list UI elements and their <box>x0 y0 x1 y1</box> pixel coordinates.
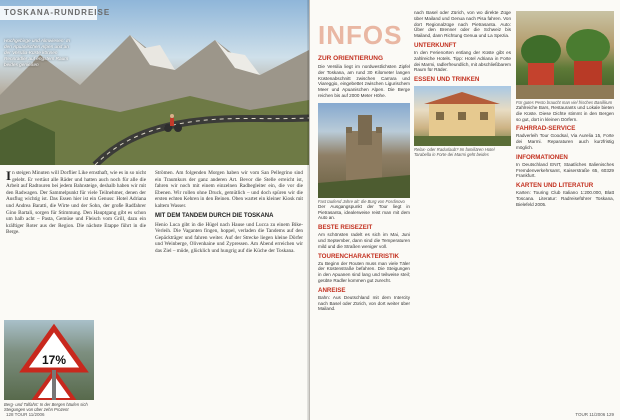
drop-cap: I <box>6 168 12 183</box>
right-page <box>310 0 620 420</box>
basil-pots-illustration <box>516 11 614 99</box>
article-paragraph: Strömen. Am folgenden Morgen haben wir vom San Pellegrino sind ein Traumkurs der ganz anderen Art. Bevor die Stelle erreicht ist, fahren wir noch mit einem einzelnen Radbegleiter ein, die vor die Ebenen. Wir rollen ohne Druck, gemütlich – und doch spüren wir die ersten echten Kehren in den Beinen. Oben wartet ein kleiner Kiosk mit kaltem Wasser. <box>155 170 303 209</box>
infos-subtitle: ZUR ORIENTIERUNG <box>318 55 383 62</box>
hotel-caption: Relax- oder Radurlaub? Im familiären Hotel Tarabella in Forte dei Marmi geht beides <box>414 147 495 158</box>
article-paragraph: Henio Luca gibt in die Hügel nach Hause und Lucca zu einem Bike-Verleih. Die Vaganten fingen, hoppel, verladen die Tandems auf den Gepäckträger und fahren weiter. Auf der Strecke liegen kleine Dörfer und Weinberge, Olivenhaine und Zypressen. Am Abend erreichen wir das Ziel – müde, glücklich und hungrig auf die Küche der Toskana. <box>155 221 303 254</box>
left-text-column-2 <box>155 170 303 255</box>
best-time-heading: BESTE REISEZEIT <box>318 224 373 232</box>
hero-caption: Hochgebirge und Almwiesen: In den Apuanischen Alpen und an der Versilia-Küste können Rennradler auf engstem Raum beides genießen <box>4 38 71 67</box>
info-text: Der Ausgangspunkt der Tour liegt in Pietrasanta, idealerweise reist man mit dem Auto an. <box>318 203 410 221</box>
food-heading: ESSEN UND TRINKEN <box>414 76 480 84</box>
herbs-caption: Für gutes Pesto braucht man viel frisches Basilikum <box>516 100 613 105</box>
hero-photo <box>0 0 309 165</box>
lodging-heading: UNTERKUNFT <box>414 41 457 49</box>
arrival-text: Bahn: Aus Deutschland mit dem Intercity nach Basel oder Zürich, von dort weiter über Mailand. <box>318 294 410 312</box>
tour-character-heading: TOURENCHARAKTERISTIK <box>318 252 400 260</box>
svg-text:17%: 17% <box>41 353 67 367</box>
intro-text: Die Versilia liegt im nordwestlichsten Zipfel der Toskana, am rund 30 Kilometer langen Küstenabschnitt zwischen Carrara und Viareggio, eingebettet zwischen Ligurischem Meer und Apuanischen Alpen. Die Berge reichen bis auf 2000 Meter Höhe. <box>318 64 410 98</box>
herbs-photo <box>516 11 614 99</box>
article-text: n steigen Minuten will Dorflier Like ernsthaft, wie es in so nicht gelebt. Er vertäut alle Räder und hatten auch noch für alle die Arbeit auf Radtouren bei jedem Bahnsteige, deshalb haben wir mit den Radwagen. Der Sammelpunkt für viele Teilnehmer, denen der Ausflug wichtig ist. Das Essen hier ist ein Genuss: Hotel Adriana und Andrea Baratti, die Wirte und der Sohn, der große Radfahrer Gino Bartali, sorgen für Stimmung. Den Hauptgang gibt es schon um halb acht – Pasta, Gemüse und Fleisch vom Grill, dazu ein kräftiger Roter aus der Region. Die nächste Etappe führt in die Berge. <box>6 170 146 236</box>
bike-service-heading: FAHRRAD-SERVICE <box>516 125 576 133</box>
page-section-title: TOSKANA-RUNDREISE <box>4 8 111 17</box>
warning-sign-icon <box>4 320 94 400</box>
right-column-2 <box>414 10 511 157</box>
best-time-text: Am schönsten radelt es sich im Mai, Juni und September, dann sind die Temperaturen mild und die Straßen weniger voll. <box>318 232 410 249</box>
information-heading: INFORMATIONEN <box>516 153 568 161</box>
mountain-landscape-illustration <box>0 0 309 165</box>
info-text: Zahlreiche Bars, Restaurants und Lokale bieten die Küste. Diese Dichte stimmt in den Bergen so gut, dort in kleinen Dörfern. <box>516 105 614 122</box>
castle-illustration <box>318 103 410 198</box>
castle-caption: Fast taufend Jahre alt: die Burg von Fosdinovo <box>318 198 405 204</box>
information-text: In Deutschland ENIT, Staatliches Italienisches Fremdenverkehrsamt, Kaiserstraße 65, 60329 Frankfurt. <box>516 161 614 179</box>
article-paragraph <box>6 170 146 236</box>
maps-literature-text: Karten: Touring Club Italiano 1:200.000, Blatt Toscana. Literatur: Radreiseführer Toskana, Bielefeld 2005. <box>516 190 614 207</box>
page-footer: 128 TOUR 11/2006 <box>6 412 45 417</box>
infos-title: INFOS <box>318 20 403 50</box>
road-sign-photo <box>4 320 94 400</box>
right-column-3 <box>516 10 614 210</box>
info-text: nach Basel oder Zürich, von wo direkte Züge über Mailand und Genua nach Pisa fahren. Von dort Regionalzüge nach Pietrasanta. Auto: Über den Brenner oder die Schweiz bis Mailand, dann Richtung Genua und La Spezia. <box>414 10 511 39</box>
right-column-1 <box>318 64 410 314</box>
hotel-illustration <box>414 86 511 146</box>
castle-photo <box>318 103 410 198</box>
page-footer: TOUR 11/2006 129 <box>575 412 614 417</box>
hotel-photo <box>414 86 511 146</box>
road-sign-caption: Berg- und Talfahrt: In der Bergen häufen sich Steigungen von über zehn Prozent <box>4 402 88 412</box>
arrival-heading: ANREISE <box>318 286 346 294</box>
left-page <box>0 0 309 420</box>
article-subheading: MIT DEM TANDEM DURCH DIE TOSKANA <box>155 212 274 219</box>
tour-character-text: Zu Beginn der Routen muss man viele Täler der Küstenstraße befahren. Die Steigungen in den Apuanen sind lang und teilweise steil; geübte Radler kommen gut zurecht. <box>318 260 410 283</box>
lodging-text: In den Ferienorten entlang der Küste gibt es zahlreiche Hotels. Tipp: Hotel Adriana in Forte dei Marmi, radlerfreundlich, mit abschließbarem Raum für Räder. <box>414 49 512 73</box>
bike-service-text: Radverleih Tour Goodsal, Via Aurelia 15, Forte dei Marmi. Reparaturen auch kurzfristig möglich. <box>516 133 614 150</box>
maps-literature-heading: KARTEN UND LITERATUR <box>516 182 594 190</box>
left-text-column-1 <box>6 170 146 236</box>
